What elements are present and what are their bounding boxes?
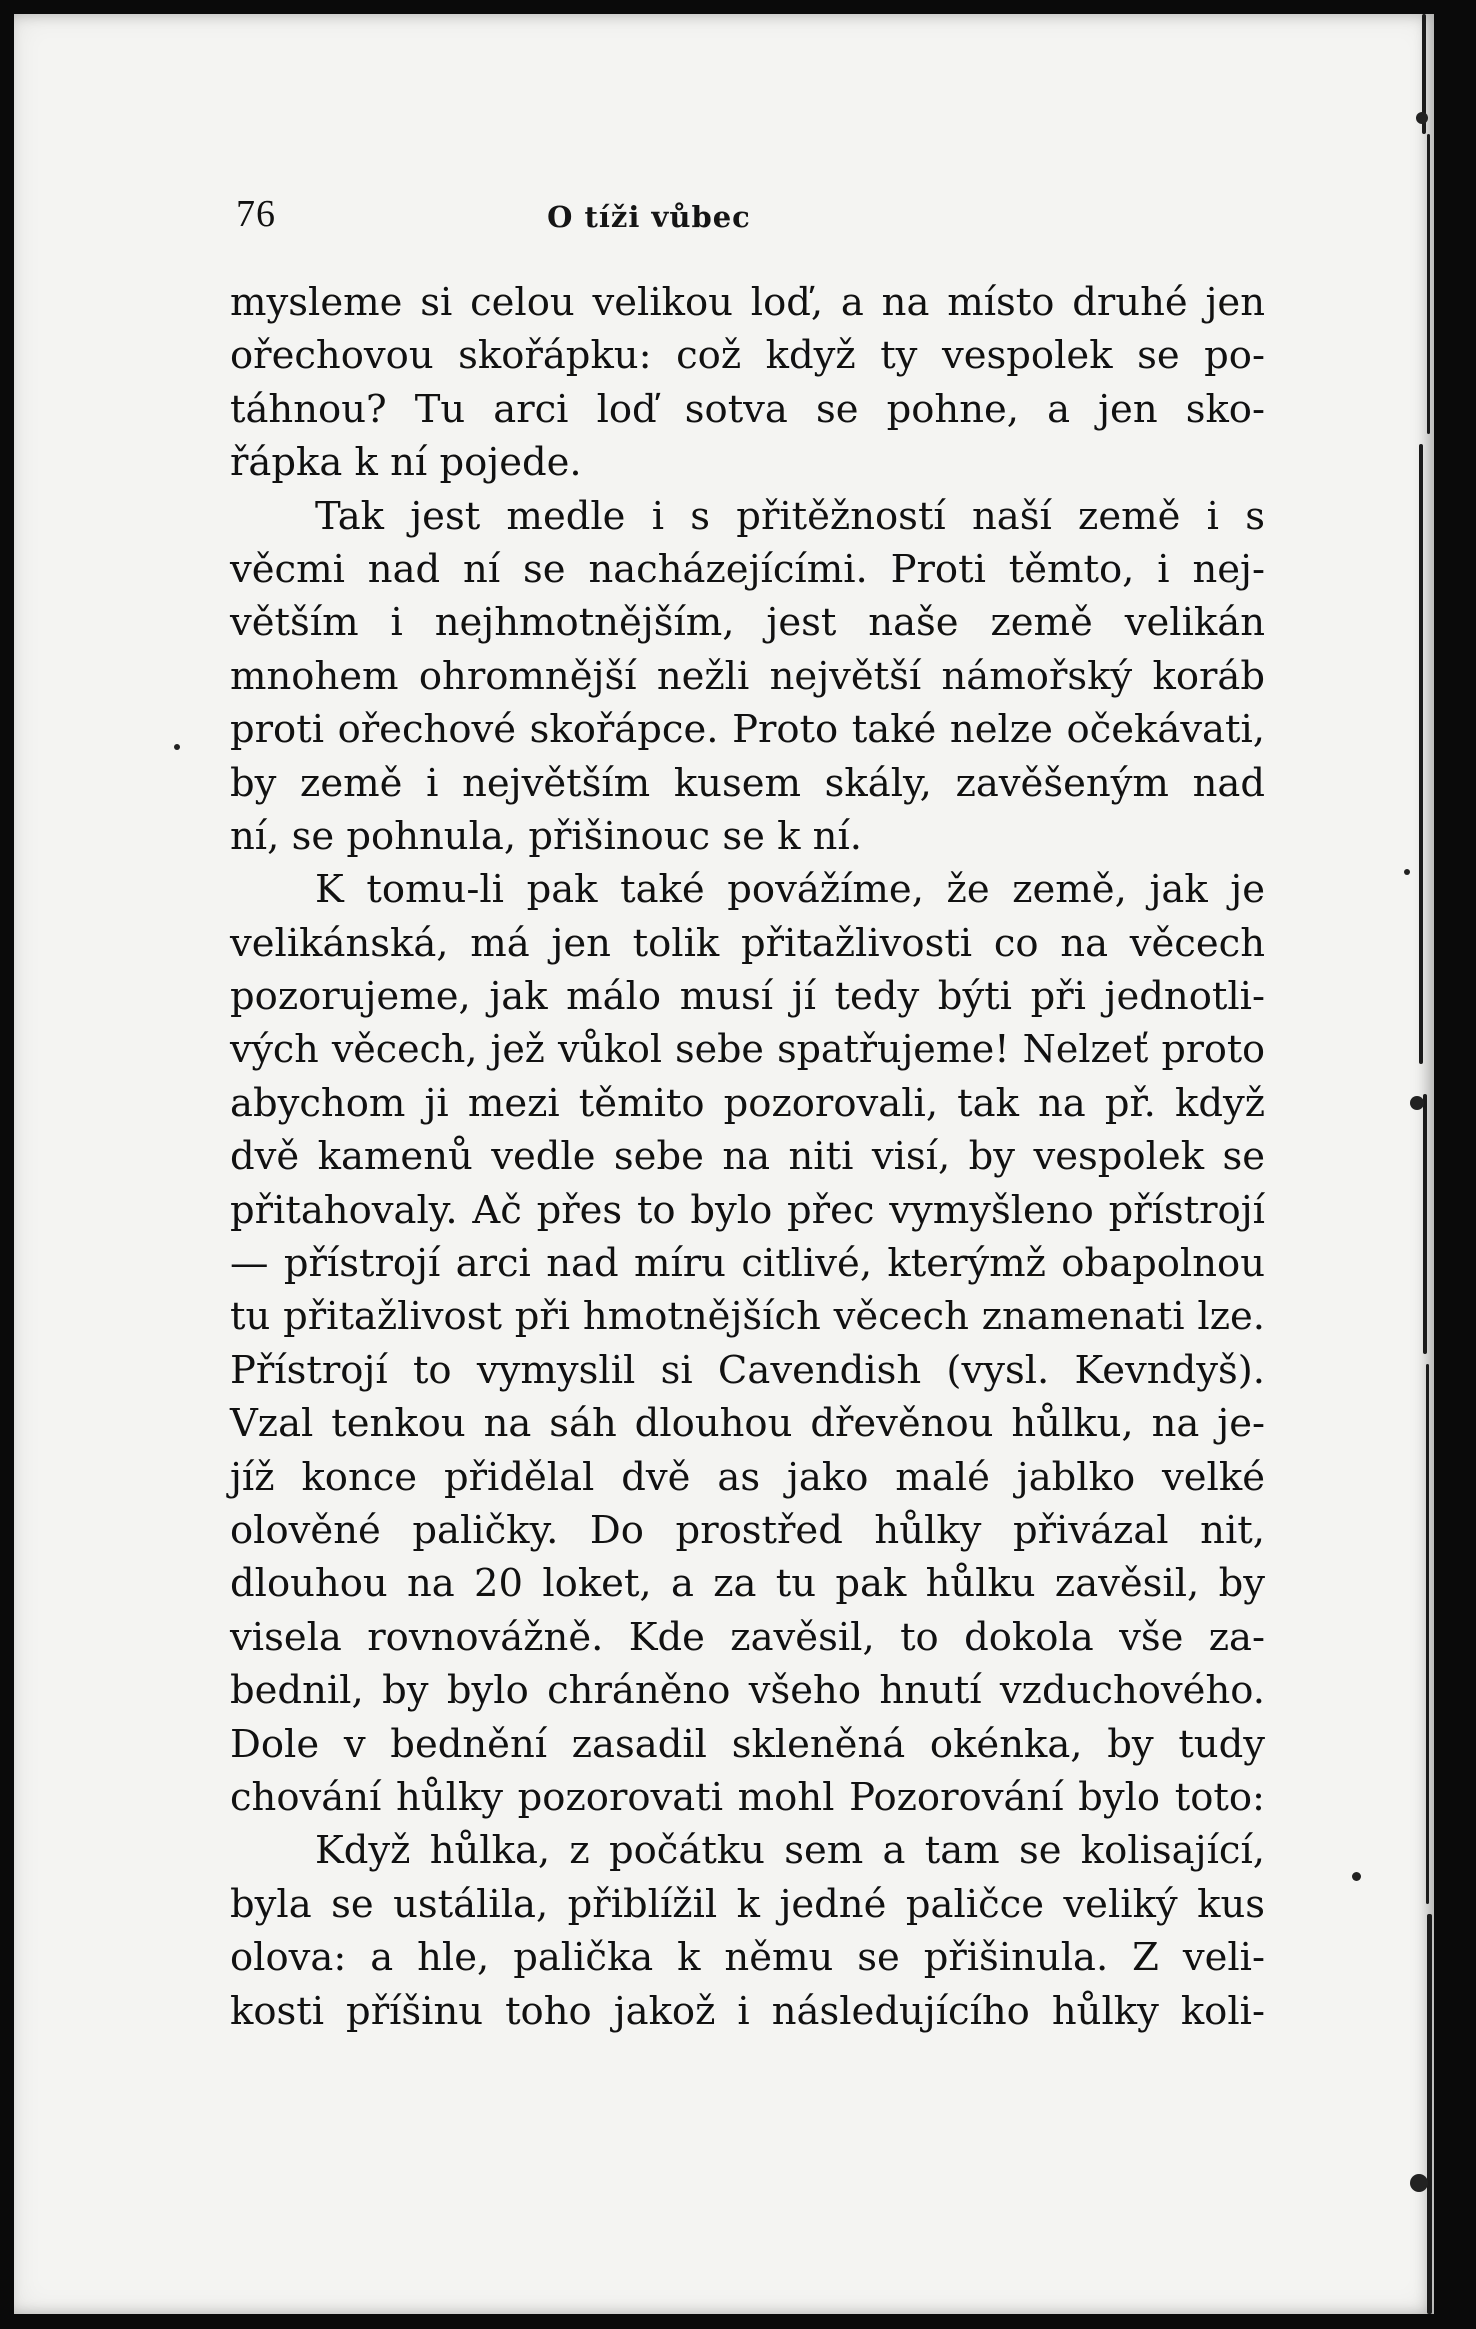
text-line: kosti příšinu toho jakož i následujícího hůlky koli-	[230, 1988, 1265, 2034]
text-line: byla se ustálila, přiblížil k jedné paličce veliký kus	[230, 1881, 1265, 1927]
text-line: táhnou? Tu arci loď sotva se pohne, a jen sko-	[230, 386, 1265, 432]
scan-speck	[174, 744, 180, 750]
text-line: řápka k ní pojede.	[230, 440, 582, 486]
binding-edge-line	[1423, 1094, 1427, 1354]
text-line: Dole v bednění zasadil skleněná okénka, by tudy	[230, 1721, 1265, 1767]
binding-edge-line	[1419, 444, 1423, 1064]
text-line: mysleme si celou velikou loď, a na místo druhé jen	[230, 280, 1265, 325]
text-line: Přístrojí to vymyslil si Cavendish (vysl. Kevndyš).	[230, 1347, 1265, 1393]
text-line: ní, se pohnula, přišinouc se k ní.	[230, 813, 863, 859]
binding-edge-line	[1427, 1914, 1432, 2314]
text-line: bednil, by bylo chráněno všeho hnutí vzduchového.	[230, 1668, 1265, 1714]
scan-speck	[1410, 1096, 1424, 1110]
text-line: abychom ji mezi těmito pozorovali, tak na př. když	[230, 1080, 1265, 1126]
page-number: 76	[236, 193, 276, 235]
text-line: jíž konce přidělal dvě as jako malé jablko velké	[230, 1454, 1265, 1500]
text-line: tu přitažlivost při hmotnějších věcech znamenati lze.	[230, 1294, 1265, 1340]
text-line: by země i největším kusem skály, zavěšeným nad	[230, 760, 1265, 806]
scan-speck	[1410, 2174, 1428, 2192]
page-header-title: O tíži vůbec	[547, 200, 751, 234]
scan-speck	[1352, 1872, 1361, 1881]
text-line: olova: a hle, palička k němu se přišinula. Z veli-	[230, 1935, 1265, 1981]
text-line: visela rovnovážně. Kde zavěsil, to dokola vše za-	[230, 1614, 1265, 1660]
text-line: větším i nejhmotnějším, jest naše země velikán	[230, 600, 1265, 646]
text-line: velikánská, má jen tolik přitažlivosti co na věcech	[230, 920, 1265, 966]
text-line: K tomu-li pak také povážíme, že země, jak je	[315, 867, 1265, 913]
text-line: — přístrojí arci nad míru citlivé, kterýmž obapolnou	[230, 1241, 1265, 1287]
text-line: Vzal tenkou na sáh dlouhou dřevěnou hůlku, na je-	[230, 1401, 1265, 1447]
text-line: pozorujeme, jak málo musí jí tedy býti při jednotli-	[230, 974, 1265, 1020]
text-line: dvě kamenů vedle sebe na niti visí, by vespolek se	[230, 1134, 1265, 1180]
scan-speck	[1416, 112, 1428, 124]
text-line: olověné paličky. Do prostřed hůlky přivázal nit,	[230, 1507, 1265, 1553]
text-line: dlouhou na 20 loket, a za tu pak hůlku zavěsil, by	[230, 1561, 1265, 1607]
running-head	[224, 184, 1274, 244]
scan-speck	[1404, 869, 1410, 875]
binding-edge-line	[1426, 1364, 1429, 1904]
text-line: Tak jest medle i s přitěžností naší země i s	[315, 493, 1265, 539]
book-page	[14, 14, 1434, 2314]
binding-edge-line	[1427, 134, 1430, 434]
text-line: věcmi nad ní se nacházejícími. Proti těmto, i nej-	[230, 546, 1265, 592]
text-line: ořechovou skořápku: což když ty vespolek se po-	[230, 333, 1265, 379]
text-line: chování hůlky pozorovati mohl Pozorování bylo toto:	[230, 1774, 1265, 1820]
text-line: vých věcech, jež vůkol sebe spatřujeme! Nelzeť proto	[230, 1027, 1265, 1072]
text-line: Když hůlka, z počátku sem a tam se kolisající,	[315, 1828, 1265, 1874]
body-text	[230, 276, 1265, 2038]
text-line: proti ořechové skořápce. Proto také nelze očekávati,	[230, 707, 1265, 753]
text-line: přitahovaly. Ač přes to bylo přec vymyšleno přístrojí	[230, 1187, 1265, 1233]
text-line: mnohem ohromnější nežli největší námořský koráb	[230, 653, 1265, 699]
